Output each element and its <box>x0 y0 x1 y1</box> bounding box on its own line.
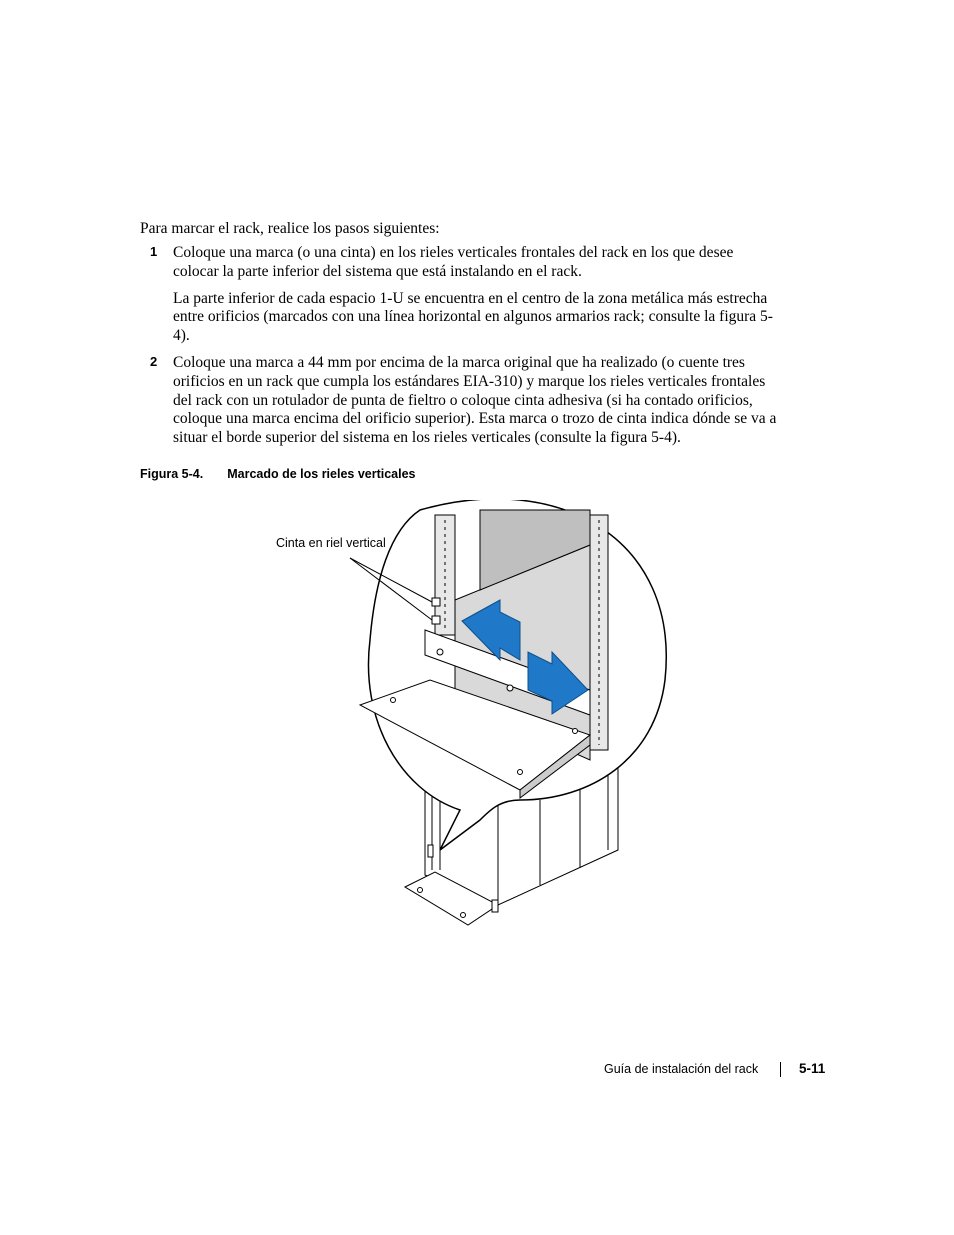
step-number: 1 <box>150 244 158 259</box>
intro-text: Para marcar el rack, realice los pasos siguientes: <box>140 220 440 237</box>
step-number: 2 <box>150 354 158 369</box>
step-paragraph: Coloque una marca (o una cinta) en los rieles verticales frontales del rack en los que desee colocar la parte inferior del sistema que está instalando en el rack. <box>173 244 734 280</box>
figure-label: Figura 5-4. <box>140 467 204 481</box>
magnified-view <box>360 500 666 850</box>
figure-title: Marcado de los rieles verticales <box>227 467 416 481</box>
figure-caption <box>140 467 416 481</box>
page-number: 5-11 <box>799 1061 826 1076</box>
rack-illustration <box>340 500 680 940</box>
step-2 <box>140 354 780 448</box>
footer-separator <box>780 1062 781 1077</box>
step-paragraph: Coloque una marca a 44 mm por encima de la marca original que ha realizado (o cuente tres orificios en un rack que cumpla los estándares EIA-310) y marque los rieles verticales frontales del rack con un rotulador de punta de fieltro o coloque cinta adhesiva (si ha contado orificios, coloque una marca encima del orificio superior). Esta marca o trozo de cinta indica dónde se va a situar el borde superior del sistema en los rieles verticales (consulte la figura 5-4). <box>173 354 777 447</box>
figure-callout: Cinta en riel vertical <box>276 536 386 550</box>
step-1 <box>140 244 780 346</box>
step-paragraph: La parte inferior de cada espacio 1-U se encuentra en el centro de la zona metálica más estrecha entre orificios (marcados con una línea horizontal en algunos armarios rack; consulte la figura 5-4). <box>173 289 773 345</box>
footer-title: Guía de instalación del rack <box>604 1062 759 1076</box>
